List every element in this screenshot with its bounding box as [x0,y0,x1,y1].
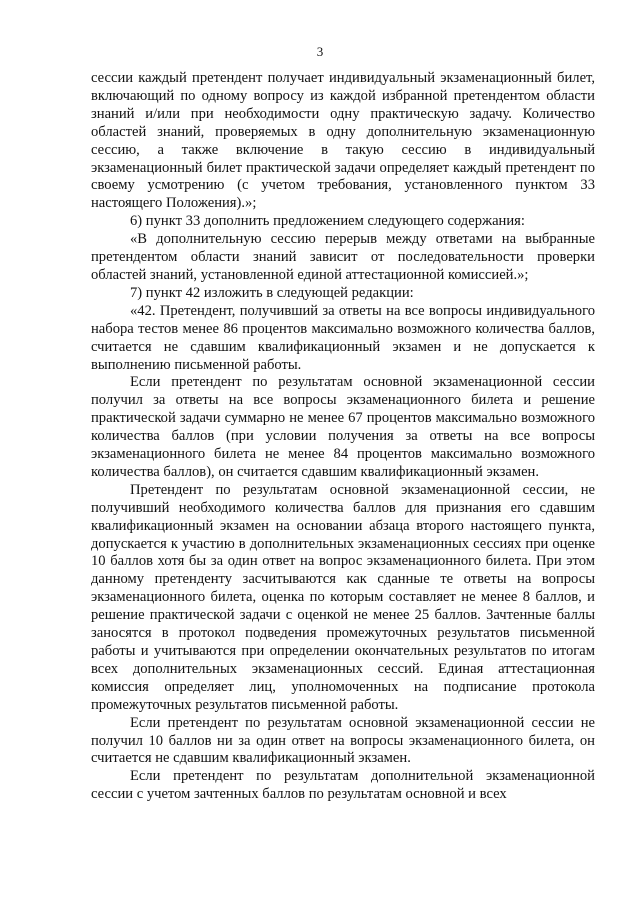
clause-42-paragraph-1: «42. Претендент, получивший за ответы на все вопросы индивидуального набора тестов менее 86 процентов максимально возможного количества баллов, считается не сдавшим квалификационный экзамен и не допускается к выполнению письменной работы. [91,302,595,373]
clause-42-paragraph-3: Претендент по результатам основной экзаменационной сессии, не получивший необходимого количества баллов для признания его сдавшим квалификационный экзамен на основании абзаца второго настоящего пункта, допускается к участию в дополнительных экзаменационных сессиях при оценке 10 баллов хотя бы за один ответ на вопрос экзаменационного билета. При этом данному претенденту засчитываются как сданные те ответы на вопросы экзаменационного билета, оценка по которым составляет не менее 8 баллов, и решение практической задачи с оценкой не менее 25 баллов. Зачтенные баллы заносятся в протокол подведения промежуточных результатов письменной работы и учитываются при определении окончательных результатов по итогам всех дополнительных экзаменационных сессий. Единая аттестационная комиссия определяет лиц, уполномоченных на подписание протокола промежуточных результатов письменной работы. [91,481,595,713]
list-item-7: 7) пункт 42 изложить в следующей редакции: [130,284,414,301]
list-item-6: 6) пункт 33 дополнить предложением следующего содержания: [130,213,525,230]
quoted-amendment-33: «В дополнительную сессию перерыв между ответами на выбранные претендентом области знаний зависит от последовательности проверки областей знаний, установленной единой аттестационной комиссией.»; [91,231,595,283]
clause-42-paragraph-2: Если претендент по результатам основной экзаменационной сессии получил за ответы на все вопросы экзаменационного билета и решение практической задачи суммарно не менее 67 процентов максимально возможного количества баллов (при условии получения за ответы на все вопросы экзаменационного билета не менее 84 процентов максимально возможного количества баллов), он считается сдавшим квалификационный экзамен. [91,374,595,480]
clause-42-paragraph-5: Если претендент по результатам дополнительной экзаменационной сессии с учетом зачтенных баллов по результатам основной и всех [91,768,595,803]
page-number: 3 [316,44,324,59]
clause-42-paragraph-4: Если претендент по результатам основной экзаменационной сессии не получил 10 баллов ни за один ответ на вопросы экзаменационного билета, он считается не сдавшим квалификационный экзамен. [91,714,595,767]
paragraph-continuation: сессии каждый претендент получает индивидуальный экзаменационный билет, включающий по одному вопросу из каждой избранной претендентом области знаний и/или при необходимости одну практическую задачу. Количество областей знаний, проверяемых в одну дополнительную экзаменационную сессию, а также включение в такую сессию в индивидуальный экзаменационный билет практической задачи определяет каждый претендент по своему усмотрению (с учетом требования, установленного пунктом 33 настоящего Положения).»; [91,70,595,212]
document-body [91,70,595,804]
